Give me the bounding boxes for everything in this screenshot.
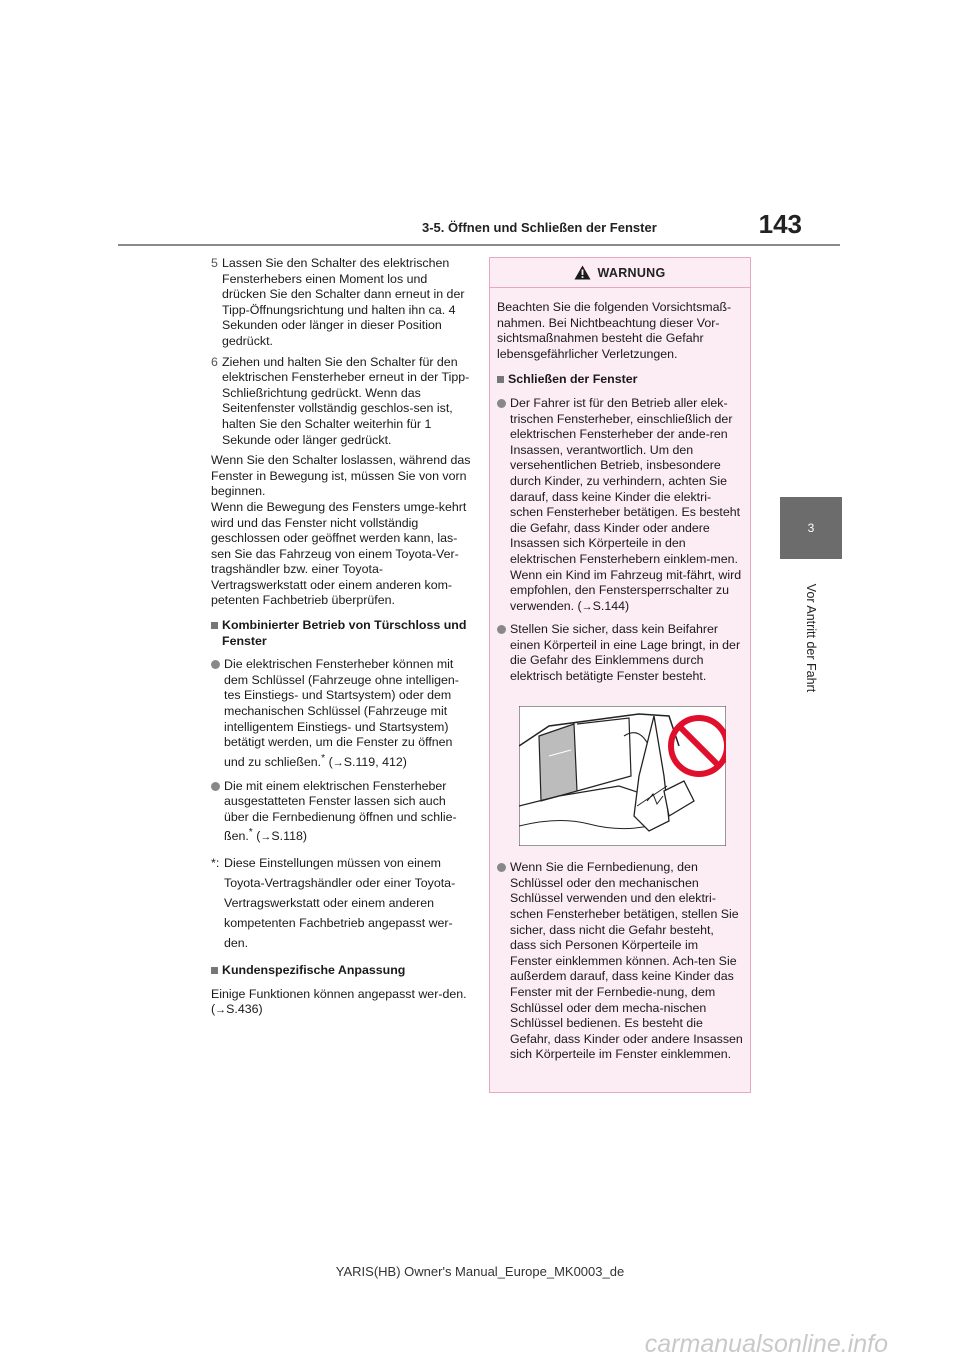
- step-text: Lassen Sie den Schalter des elektrischen Fensterhebers einen Moment los und drücken Sie den Schalter dann erneut in der Tipp-Öffnungsrichtung und halten ihn ca. 4 Sekunden oder länger in dieser Position gedrückt.: [222, 256, 465, 348]
- bullet-remote-operation: Die mit einem elektrischen Fensterheber ausgestatteten Fenster lassen sich auch über die Fernbedienung öffnen und schlie-ßen.* (→S.118): [211, 779, 473, 847]
- warning-box: [489, 257, 751, 1093]
- warning-heading: Schließen der Fenster: [497, 372, 743, 388]
- warning-body: [490, 288, 750, 1063]
- warning-title: WARNUNG: [597, 265, 666, 280]
- square-bullet-icon: [497, 376, 504, 383]
- window-pinch-illustration: [519, 706, 726, 846]
- bullet-key-operation: Die elektrischen Fensterheber können mit dem Schlüssel (Fahrzeuge ohne intelligen-tes Einstiegs- und Startsystem) oder dem mechanischen Schlüssel (Fahrzeuge mit intelligentem Einstiegs- und Startsystem) betätigt werden, um die Fenster zu öffnen und zu schließen.* (→S.119, 412): [211, 657, 473, 771]
- step-text: Ziehen und halten Sie den Schalter für den elektrischen Fensterheber erneut in der Tipp-Schließrichtung gedrückt. Wenn das Seitenfenster vollständig geschlos-sen ist, halten Sie den Schalter weiterhin für 1 Sekunde oder länger gedrückt.: [222, 354, 470, 447]
- arrow-icon: →: [332, 756, 344, 769]
- bullet-dot-icon: [211, 782, 220, 791]
- warning-bullet-passenger: Stellen Sie sicher, dass kein Beifahrer einen Körperteil in eine Lage bringt, in der die Gefahr des Einklemmens durch elektrisch betätigte Fenster besteht.: [497, 622, 743, 684]
- customization-text: Einige Funktionen können angepasst wer-den. (→S.436): [211, 986, 467, 1017]
- bullet-dot-icon: [497, 863, 506, 872]
- heading-combined-operation: Kombinierter Betrieb von Türschloss und Fenster: [211, 618, 473, 649]
- square-bullet-icon: [211, 967, 218, 974]
- arrow-icon: →: [260, 831, 272, 844]
- bullet-dot-icon: [211, 660, 220, 669]
- bullet-dot-icon: [497, 399, 506, 408]
- step-number: 5: [211, 256, 218, 270]
- footnote: [211, 853, 473, 953]
- step-number: 6: [211, 354, 218, 369]
- left-column: [211, 256, 473, 1019]
- warning-bullet-remote: Wenn Sie die Fernbedienung, den Schlüssel oder den mechanischen Schlüssel verwenden und den elektri-schen Fensterheber betätigen, stellen Sie sicher, dass nicht die Gefahr besteht, dass sich Personen Körperteile im Fenster einklemmen können. Ach-ten Sie außerdem darauf, dass keine Kinder das Fenster mit der Fernbedie-nung, dem Schlüssel oder dem mecha-nischen Schlüssel bedienen. Es besteht die Gefahr, dass Kinder oder andere Insassen sich Körperteile im Fenster einklemmen.: [497, 860, 743, 1063]
- arrow-icon: →: [215, 1004, 227, 1017]
- restart-note: [211, 453, 473, 609]
- step-6: [211, 355, 473, 449]
- warning-intro: Beachten Sie die folgenden Vorsichtsmaß-nahmen. Bei Nichtbeachtung dieser Vor-sichtsmaßnahmen besteht die Gefahr lebensgefährlicher Verletzungen.: [497, 300, 732, 361]
- chapter-side-label: [776, 568, 846, 708]
- step-5: [211, 256, 473, 350]
- arrow-icon: →: [581, 600, 593, 613]
- footer-manual-id: YARIS(HB) Owner's Manual_Europe_MK0003_de: [335, 1264, 625, 1279]
- square-bullet-icon: [211, 622, 218, 629]
- warning-title-bar: [490, 258, 750, 288]
- chapter-title: Vor Antritt der Fahrt: [804, 583, 818, 693]
- warning-bullet-driver: Der Fahrer ist für den Betrieb aller elek-trischen Fensterheber, einschließlich der elektrischen Fensterheber der ande-ren Insassen, verantwortlich. Um den versehentlichen Betrieb, insbesondere durch Kinder, zu verhindern, achten Sie darauf, dass keine Kinder die elektri-schen Fensterheber betätigen. Es besteht die Gefahr, dass Kinder oder andere Insassen sich Körperteile in den elektrischen Fensterhebern einklem-men. Wenn ein Kind im Fahrzeug mit-fährt, wird empfohlen, den Fenstersperrschalter zu verwenden. (→S.144): [497, 396, 743, 615]
- bullet-dot-icon: [497, 625, 506, 634]
- watermark: carmanualsonline.info: [644, 1330, 888, 1358]
- section-title: 3-5. Öffnen und Schließen der Fenster: [422, 220, 657, 235]
- page-ref: S.119, 412): [343, 754, 407, 769]
- footnote-text: Diese Einstellungen müssen von einem Toyota-Vertragshändler oder einer Toyota-Vertragswerkstatt oder einem anderen kompetenten Fachbetrieb angepasst wer-den.: [224, 856, 456, 951]
- paragraph-restart: Wenn Sie den Schalter loslassen, während das Fenster in Bewegung ist, müssen Sie von vorn beginnen.: [211, 453, 471, 499]
- page-ref: S.144): [592, 598, 630, 613]
- page-number: 143: [758, 209, 802, 239]
- warning-triangle-icon: [574, 265, 591, 280]
- page-ref: S.118): [271, 829, 307, 844]
- heading-customization: Kundenspezifische Anpassung: [211, 963, 473, 979]
- paragraph-inspection: Wenn die Bewegung des Fensters umge-kehrt wird und das Fenster nicht vollständig geschlossen oder geöffnet werden kann, las-sen Sie das Fahrzeug von einem Toyota-Ver-tragshändler bzw. einer Toyota-Vertragswerkstatt oder einem anderen kom-petenten Fachbetrieb überprüfen.: [211, 499, 467, 608]
- footnote-mark: *:: [211, 856, 220, 871]
- page-ref: S.436): [226, 1002, 263, 1017]
- chapter-tab: 3: [780, 497, 842, 559]
